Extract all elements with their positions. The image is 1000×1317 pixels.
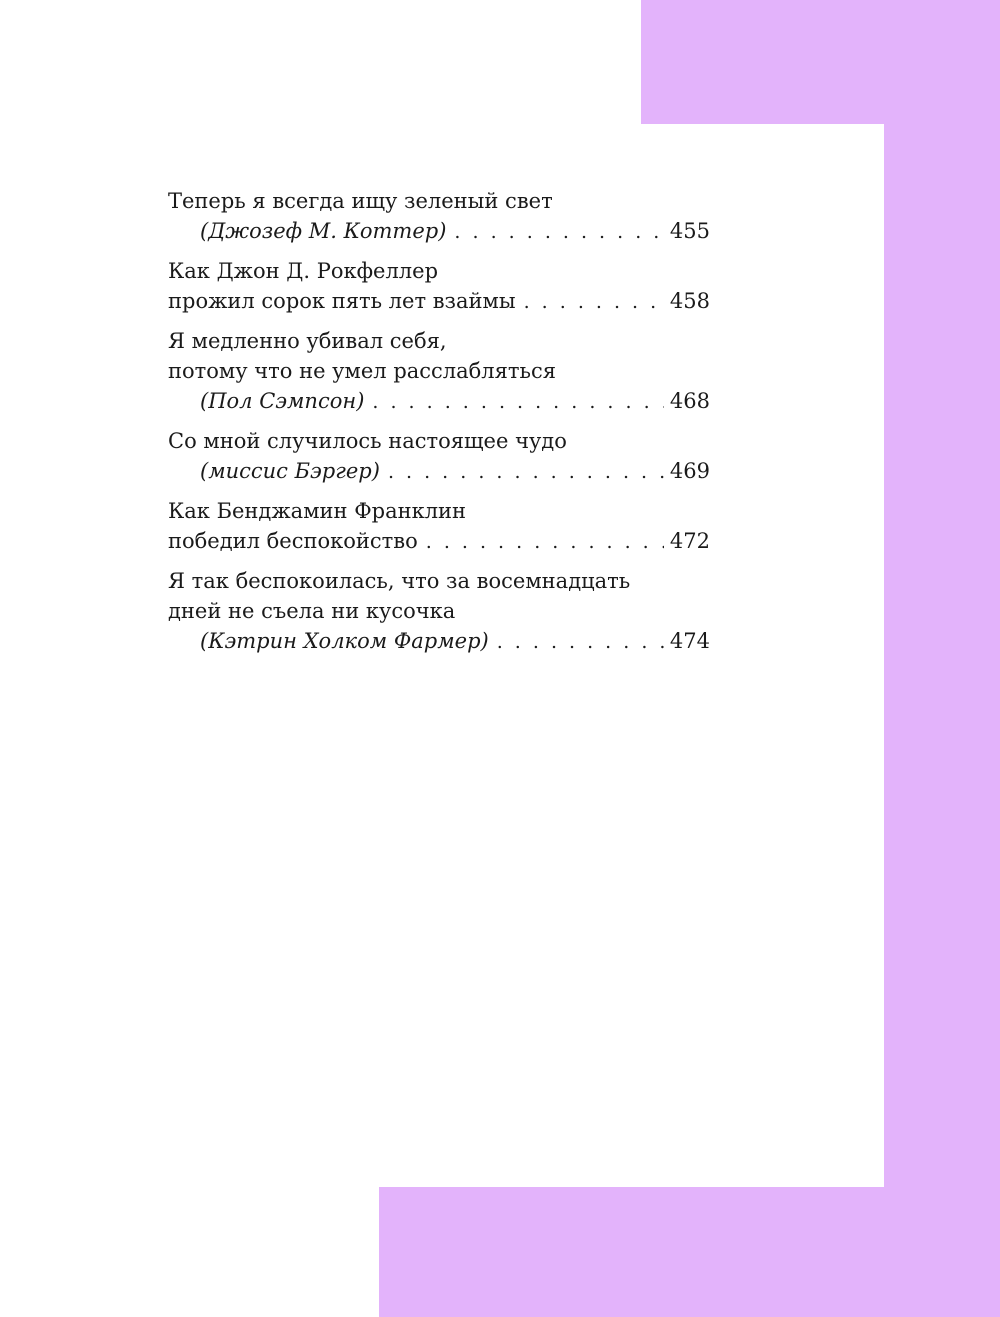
toc-entry-page-number: 469	[669, 459, 710, 483]
toc-entry-title: Как Джон Д. Рокфеллер	[168, 259, 439, 283]
toc-entry-last-line	[168, 626, 710, 656]
toc-entry-title: прожил сорок пять лет взаймы	[168, 289, 516, 313]
toc-entry-page-number: 468	[669, 389, 710, 413]
toc-entry-last-line	[168, 386, 710, 416]
toc-entry[interactable]	[168, 426, 710, 486]
toc-entry-author: (Пол Сэмпсон)	[200, 389, 365, 413]
toc-entry[interactable]	[168, 256, 710, 316]
toc-entry-last-line	[168, 216, 710, 246]
toc-entry-page-number: 455	[669, 219, 710, 243]
toc-entry-title: Я так беспокоилась, что за восемнадцать	[168, 569, 631, 593]
toc-entry-title: Со мной случилось настоящее чудо	[168, 429, 567, 453]
dot-leader	[426, 527, 664, 557]
toc-entry-page-number: 458	[669, 289, 710, 313]
decorative-right-band	[884, 0, 1000, 1317]
toc-entry-author: (Джозеф М. Коттер)	[200, 219, 447, 243]
toc-entry-title: потому что не умел расслабляться	[168, 359, 556, 383]
toc-entry-title: Теперь я всегда ищу зеленый свет	[168, 189, 553, 213]
dot-leader	[454, 217, 663, 247]
dot-leader	[388, 457, 664, 487]
toc-entry-last-line	[168, 526, 710, 556]
toc-entry-last-line	[168, 286, 710, 316]
toc-entry[interactable]	[168, 326, 710, 416]
toc-entry-author: (миссис Бэргер)	[200, 459, 380, 483]
toc-entry[interactable]	[168, 566, 710, 656]
toc-entry-last-line	[168, 456, 710, 486]
toc-entry-page-number: 472	[669, 529, 710, 553]
toc-entry-author: (Кэтрин Холком Фармер)	[200, 629, 489, 653]
toc-entry[interactable]	[168, 496, 710, 556]
toc-entry-title: Я медленно убивал себя,	[168, 329, 447, 353]
dot-leader	[524, 287, 664, 317]
toc-entry-title: победил беспокойство	[168, 529, 418, 553]
toc-entry-title: Как Бенджамин Франклин	[168, 499, 467, 523]
toc-entry[interactable]	[168, 186, 710, 246]
table-of-contents	[168, 186, 710, 666]
dot-leader	[497, 627, 664, 657]
toc-entry-page-number: 474	[669, 629, 710, 653]
decorative-bottom-tab	[379, 1187, 1000, 1317]
toc-entry-title: дней не съела ни кусочка	[168, 599, 456, 623]
dot-leader	[372, 387, 664, 417]
